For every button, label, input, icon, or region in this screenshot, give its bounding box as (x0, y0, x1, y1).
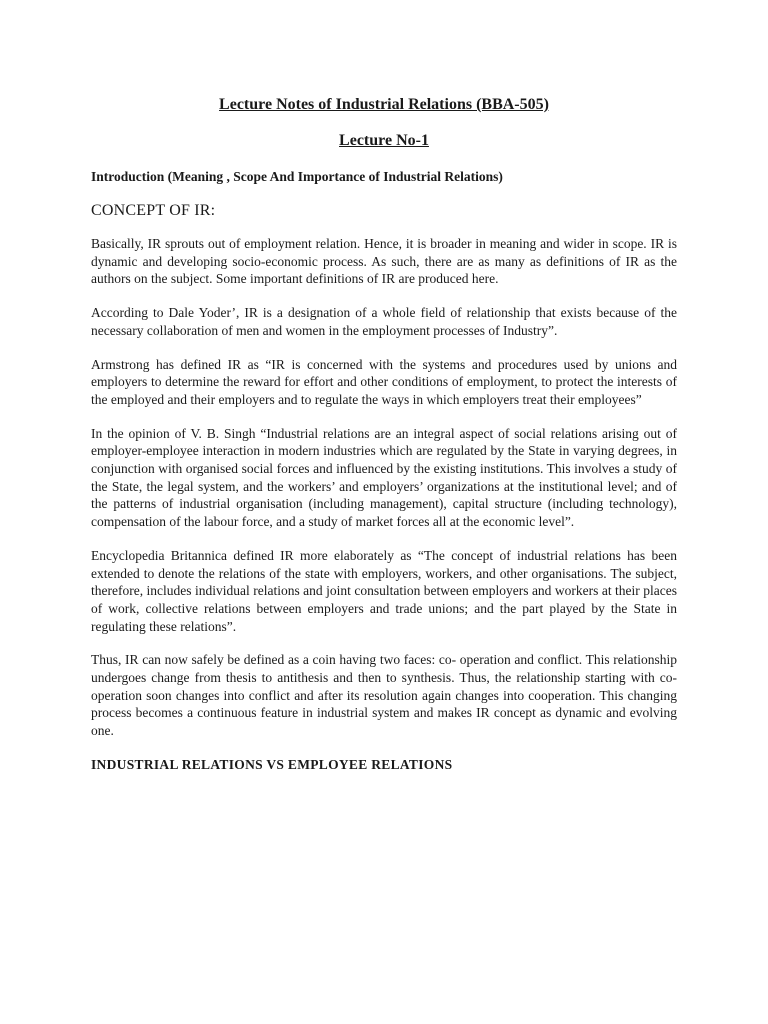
section-heading-ir-vs-er: INDUSTRIAL RELATIONS VS EMPLOYEE RELATIONS (91, 756, 453, 772)
lecture-number: Lecture No-1 (339, 132, 429, 149)
paragraph-basically: Basically, IR sprouts out of employment relation. Hence, it is broader in meaning and wider in scope. IR is dynamic and developing socio-economic process. As such, there are as many as definitions of IR as the authors on the subject. Some important definitions of IR are produced here. (91, 236, 677, 287)
document-page (91, 94, 677, 774)
paragraph-conclusion: Thus, IR can now safely be defined as a coin having two faces: co- operation and conflict. This relationship undergoes change from thesis to antithesis and then to synthesis. Thus, the relationship starting with co-operation soon changes into conflict and after its resolution again changes into cooperation. This changing process becomes a continuous feature in industrial system and makes IR concept as dynamic and evolving one. (91, 652, 677, 739)
intro-heading: Introduction (Meaning , Scope And Importance of Industrial Relations) (91, 169, 503, 184)
document-title: Lecture Notes of Industrial Relations (BBA-505) (219, 96, 549, 113)
paragraph-armstrong: Armstrong has defined IR as “IR is concerned with the systems and procedures used by unions and employers to determine the reward for effort and other conditions of employment, to protect the interests of the employed and their employers and to regulate the ways in which employers treat their employees” (91, 356, 677, 407)
paragraph-dale-yoder: According to Dale Yoder’, IR is a designation of a whole field of relationship that exists because of the necessary collaboration of men and women in the employment processes of Industry”. (91, 305, 677, 338)
paragraph-britannica: Encyclopedia Britannica defined IR more elaborately as “The concept of industrial relations has been extended to denote the relations of the state with employers, workers, and other organisations. The subject, therefore, includes individual relations and joint consultation between employers and workers at their places of work, collective relations between employers and trade unions; and the part played by the State in regulating these relations”. (91, 547, 677, 634)
paragraph-vb-singh: In the opinion of V. B. Singh “Industrial relations are an integral aspect of social relations arising out of employer-employee interaction in modern industries which are regulated by the State in varying degrees, in conjunction with organised social forces and influenced by the existing institutions. This involves a study of the State, the legal system, and the workers’ and employers’ organizations at the institutional level; and of the patterns of industrial organisation (including management), capital structure (including technology), compensation of the labour force, and a study of market forces all at the economic level”. (91, 425, 677, 530)
concept-heading: CONCEPT OF IR: (91, 202, 216, 219)
